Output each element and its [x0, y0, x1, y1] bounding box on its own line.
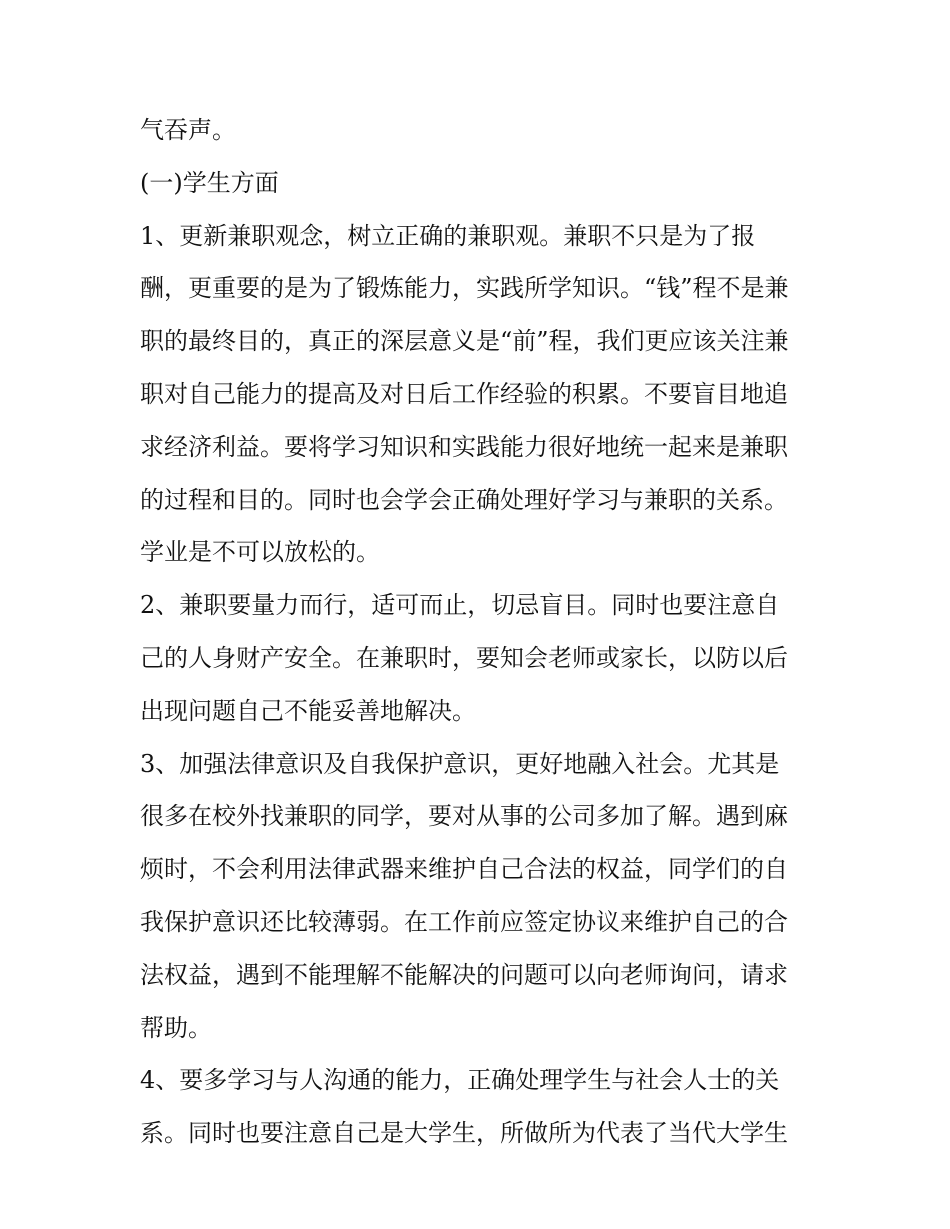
text-line-16: 我保护意识还比较薄弱。在工作前应签定协议来维护自己的合 [140, 907, 788, 936]
text-line-9: 学业是不可以放松的。 [140, 538, 380, 567]
text-line-14: 很多在校外找兼职的同学，要对从事的公司多加了解。遇到麻 [140, 802, 788, 831]
text-line-10: 2、兼职要量力而行，适可而止，切忌盲目。同时也要注意自 [140, 591, 780, 620]
text-line-1: 气吞声。 [140, 116, 236, 144]
text-line-8: 的过程和目的。同时也会学会正确处理好学习与兼职的关系。 [140, 485, 788, 514]
text-line-19: 4、要多学习与人沟通的能力，正确处理学生与社会人士的关 [140, 1066, 780, 1095]
text-line-12: 出现问题自己不能妥善地解决。 [140, 696, 476, 725]
text-line-7: 求经济利益。要将学习知识和实践能力很好地统一起来是兼职 [140, 432, 788, 461]
text-line-20: 系。同时也要注意自己是大学生，所做所为代表了当代大学生 [140, 1119, 788, 1148]
section-heading: (一)学生方面 [140, 168, 279, 197]
text-line-18: 帮助。 [140, 1013, 212, 1042]
text-line-13: 3、加强法律意识及自我保护意识，更好地融入社会。尤其是 [140, 749, 780, 778]
body-text [140, 104, 820, 1160]
text-line-4: 酬，更重要的是为了锻炼能力，实践所学知识。“钱”程不是兼 [140, 274, 789, 303]
text-line-15: 烦时，不会利用法律武器来维护自己合法的权益，同学们的自 [140, 855, 788, 884]
text-line-5: 职的最终目的，真正的深层意义是“前”程，我们更应该关注兼 [140, 327, 789, 356]
text-line-17: 法权益，遇到不能理解不能解决的问题可以向老师询问，请求 [140, 960, 788, 989]
text-line-11: 己的人身财产安全。在兼职时，要知会老师或家长，以防以后 [140, 643, 788, 672]
text-line-6: 职对自己能力的提高及对日后工作经验的积累。不要盲目地追 [140, 379, 788, 408]
text-line-3: 1、更新兼职观念，树立正确的兼职观。兼职不只是为了报 [140, 221, 756, 250]
